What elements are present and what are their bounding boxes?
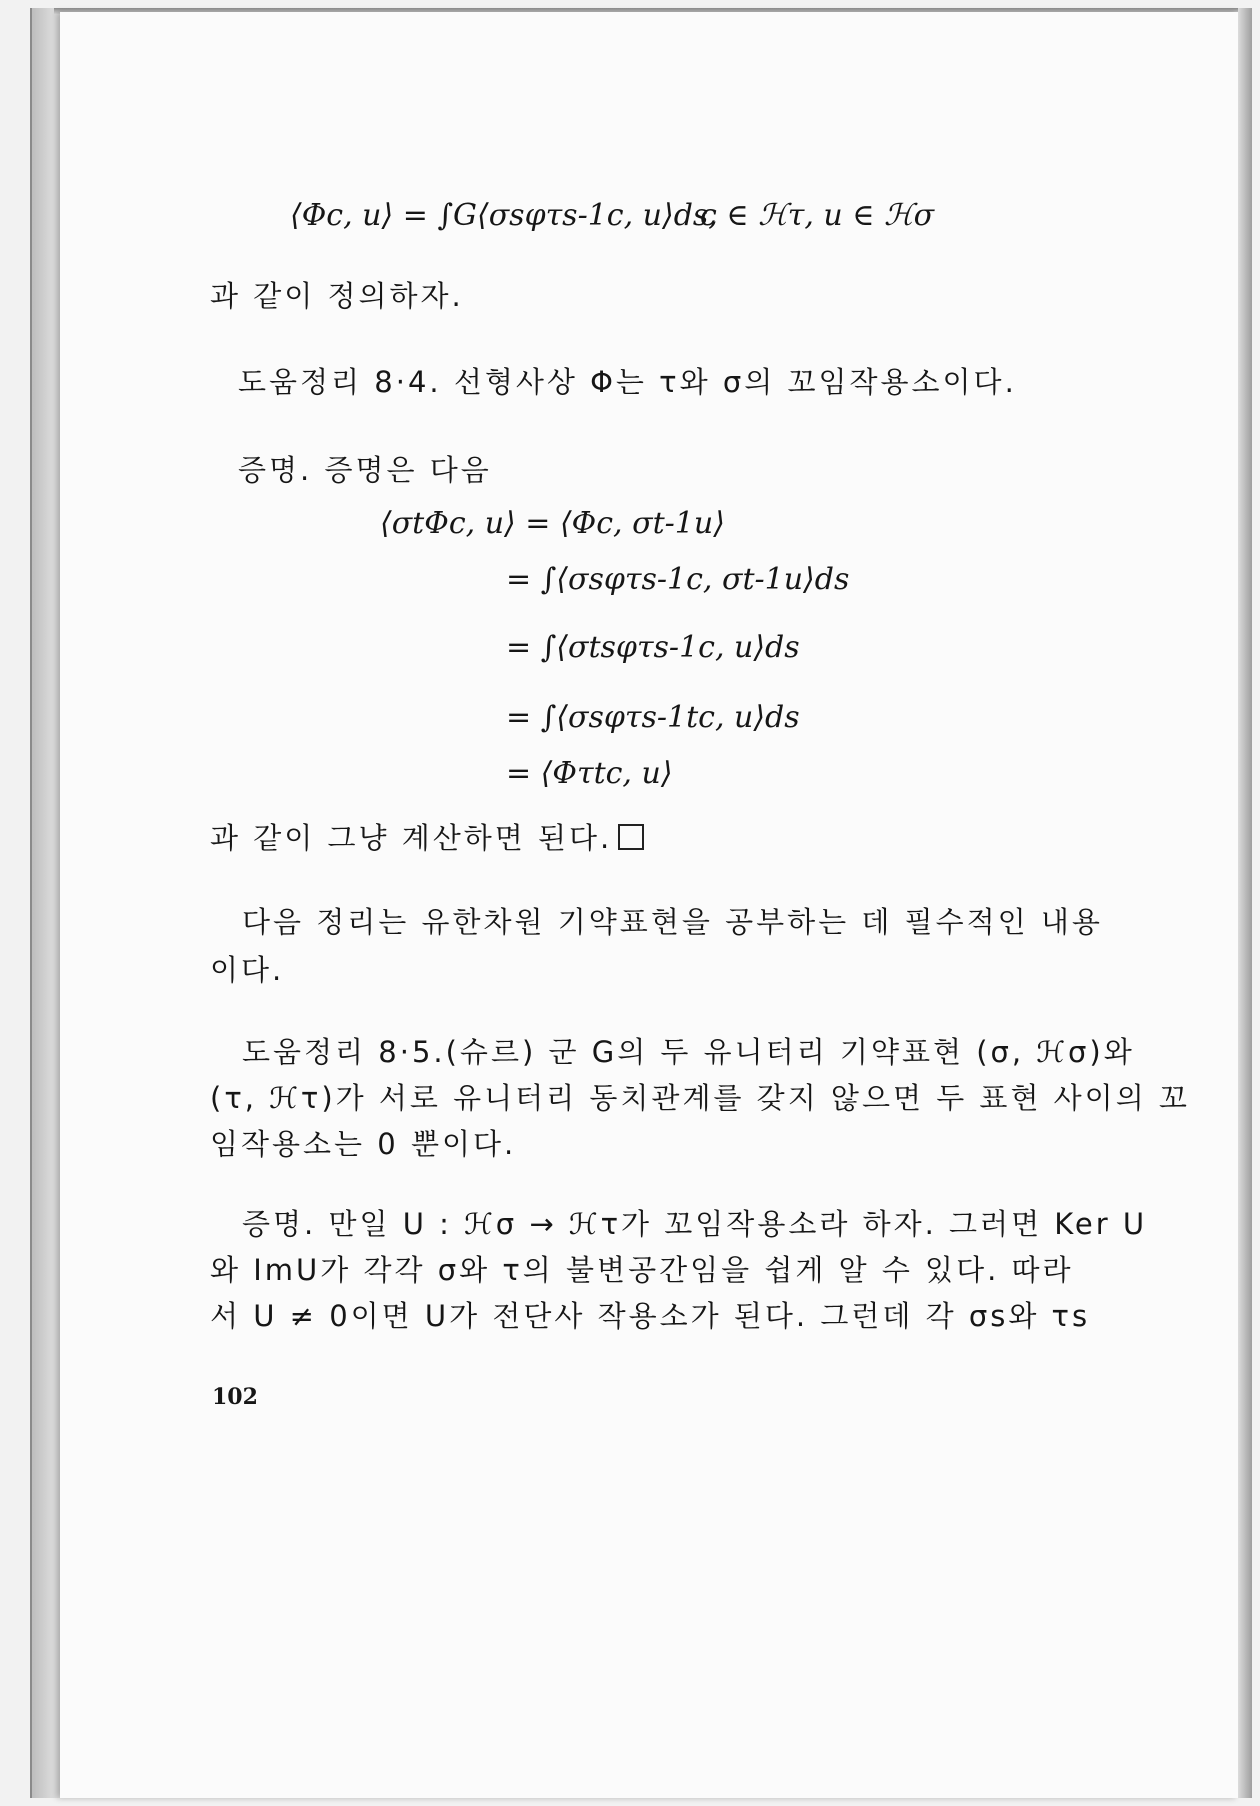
paragraph-1-line-1: 다음 정리는 유한차원 기약표현을 공부하는 데 필수적인 내용 xyxy=(242,905,1103,939)
derivation-line-4: = ∫⟨σsφτs-1tc, u⟩ds xyxy=(506,700,800,735)
lemma-8-4: 도움정리 8·4. 선형사상 Φ는 τ와 σ의 꼬임작용소이다. xyxy=(238,365,1017,399)
derivation-line-3: = ∫⟨σtsφτs-1c, u⟩ds xyxy=(506,630,800,665)
proof-2-line-1: 증명. 만일 U : ℋσ → ℋτ가 꼬임작용소라 하자. 그러면 Ker U xyxy=(242,1207,1148,1241)
text-line-1: 과 같이 정의하자. xyxy=(210,279,464,313)
paragraph-1-line-2: 이다. xyxy=(210,953,285,987)
equation-1-text: ⟨Φc, u⟩ = ∫G⟨σsφτs-1c, u⟩ds, xyxy=(290,198,718,233)
derivation-line-2: = ∫⟨σsφτs-1c, σt-1u⟩ds xyxy=(506,562,850,597)
equation-1-condition: c ∈ ℋτ, u ∈ ℋσ xyxy=(700,198,935,233)
proof-2-line-2: 와 ImU가 각각 σ와 τ의 불변공간임을 쉽게 알 수 있다. 따라 xyxy=(210,1253,1074,1287)
book xyxy=(30,8,1252,1798)
lemma-8-5-line-1: 도움정리 8·5.(슈르) 군 G의 두 유니터리 기약표현 (σ, ℋσ)와 xyxy=(242,1035,1135,1069)
equation-1 xyxy=(290,198,718,233)
page-number: 102 xyxy=(212,1384,258,1410)
qed-box-icon xyxy=(618,824,644,850)
proof-1-intro: 증명. 증명은 다음 xyxy=(238,453,492,487)
lemma-8-5-line-3: 임작용소는 0 뿐이다. xyxy=(210,1127,517,1161)
proof-1-end xyxy=(210,816,644,857)
derivation-line-5: = ⟨Φτtc, u⟩ xyxy=(506,756,673,791)
proof-1-end-text: 과 같이 그냥 계산하면 된다. xyxy=(210,821,613,855)
derivation-line-1: ⟨σtΦc, u⟩ = ⟨Φc, σt-1u⟩ xyxy=(380,506,725,541)
page-sheet xyxy=(60,12,1238,1798)
right-page-edge xyxy=(1238,8,1252,1798)
proof-2-line-3: 서 U ≠ 0이면 U가 전단사 작용소가 된다. 그런데 각 σs와 τs xyxy=(210,1299,1091,1333)
lemma-8-5-line-2: (τ, ℋτ)가 서로 유니터리 동치관계를 갖지 않으면 두 표현 사이의 꼬 xyxy=(210,1081,1190,1115)
